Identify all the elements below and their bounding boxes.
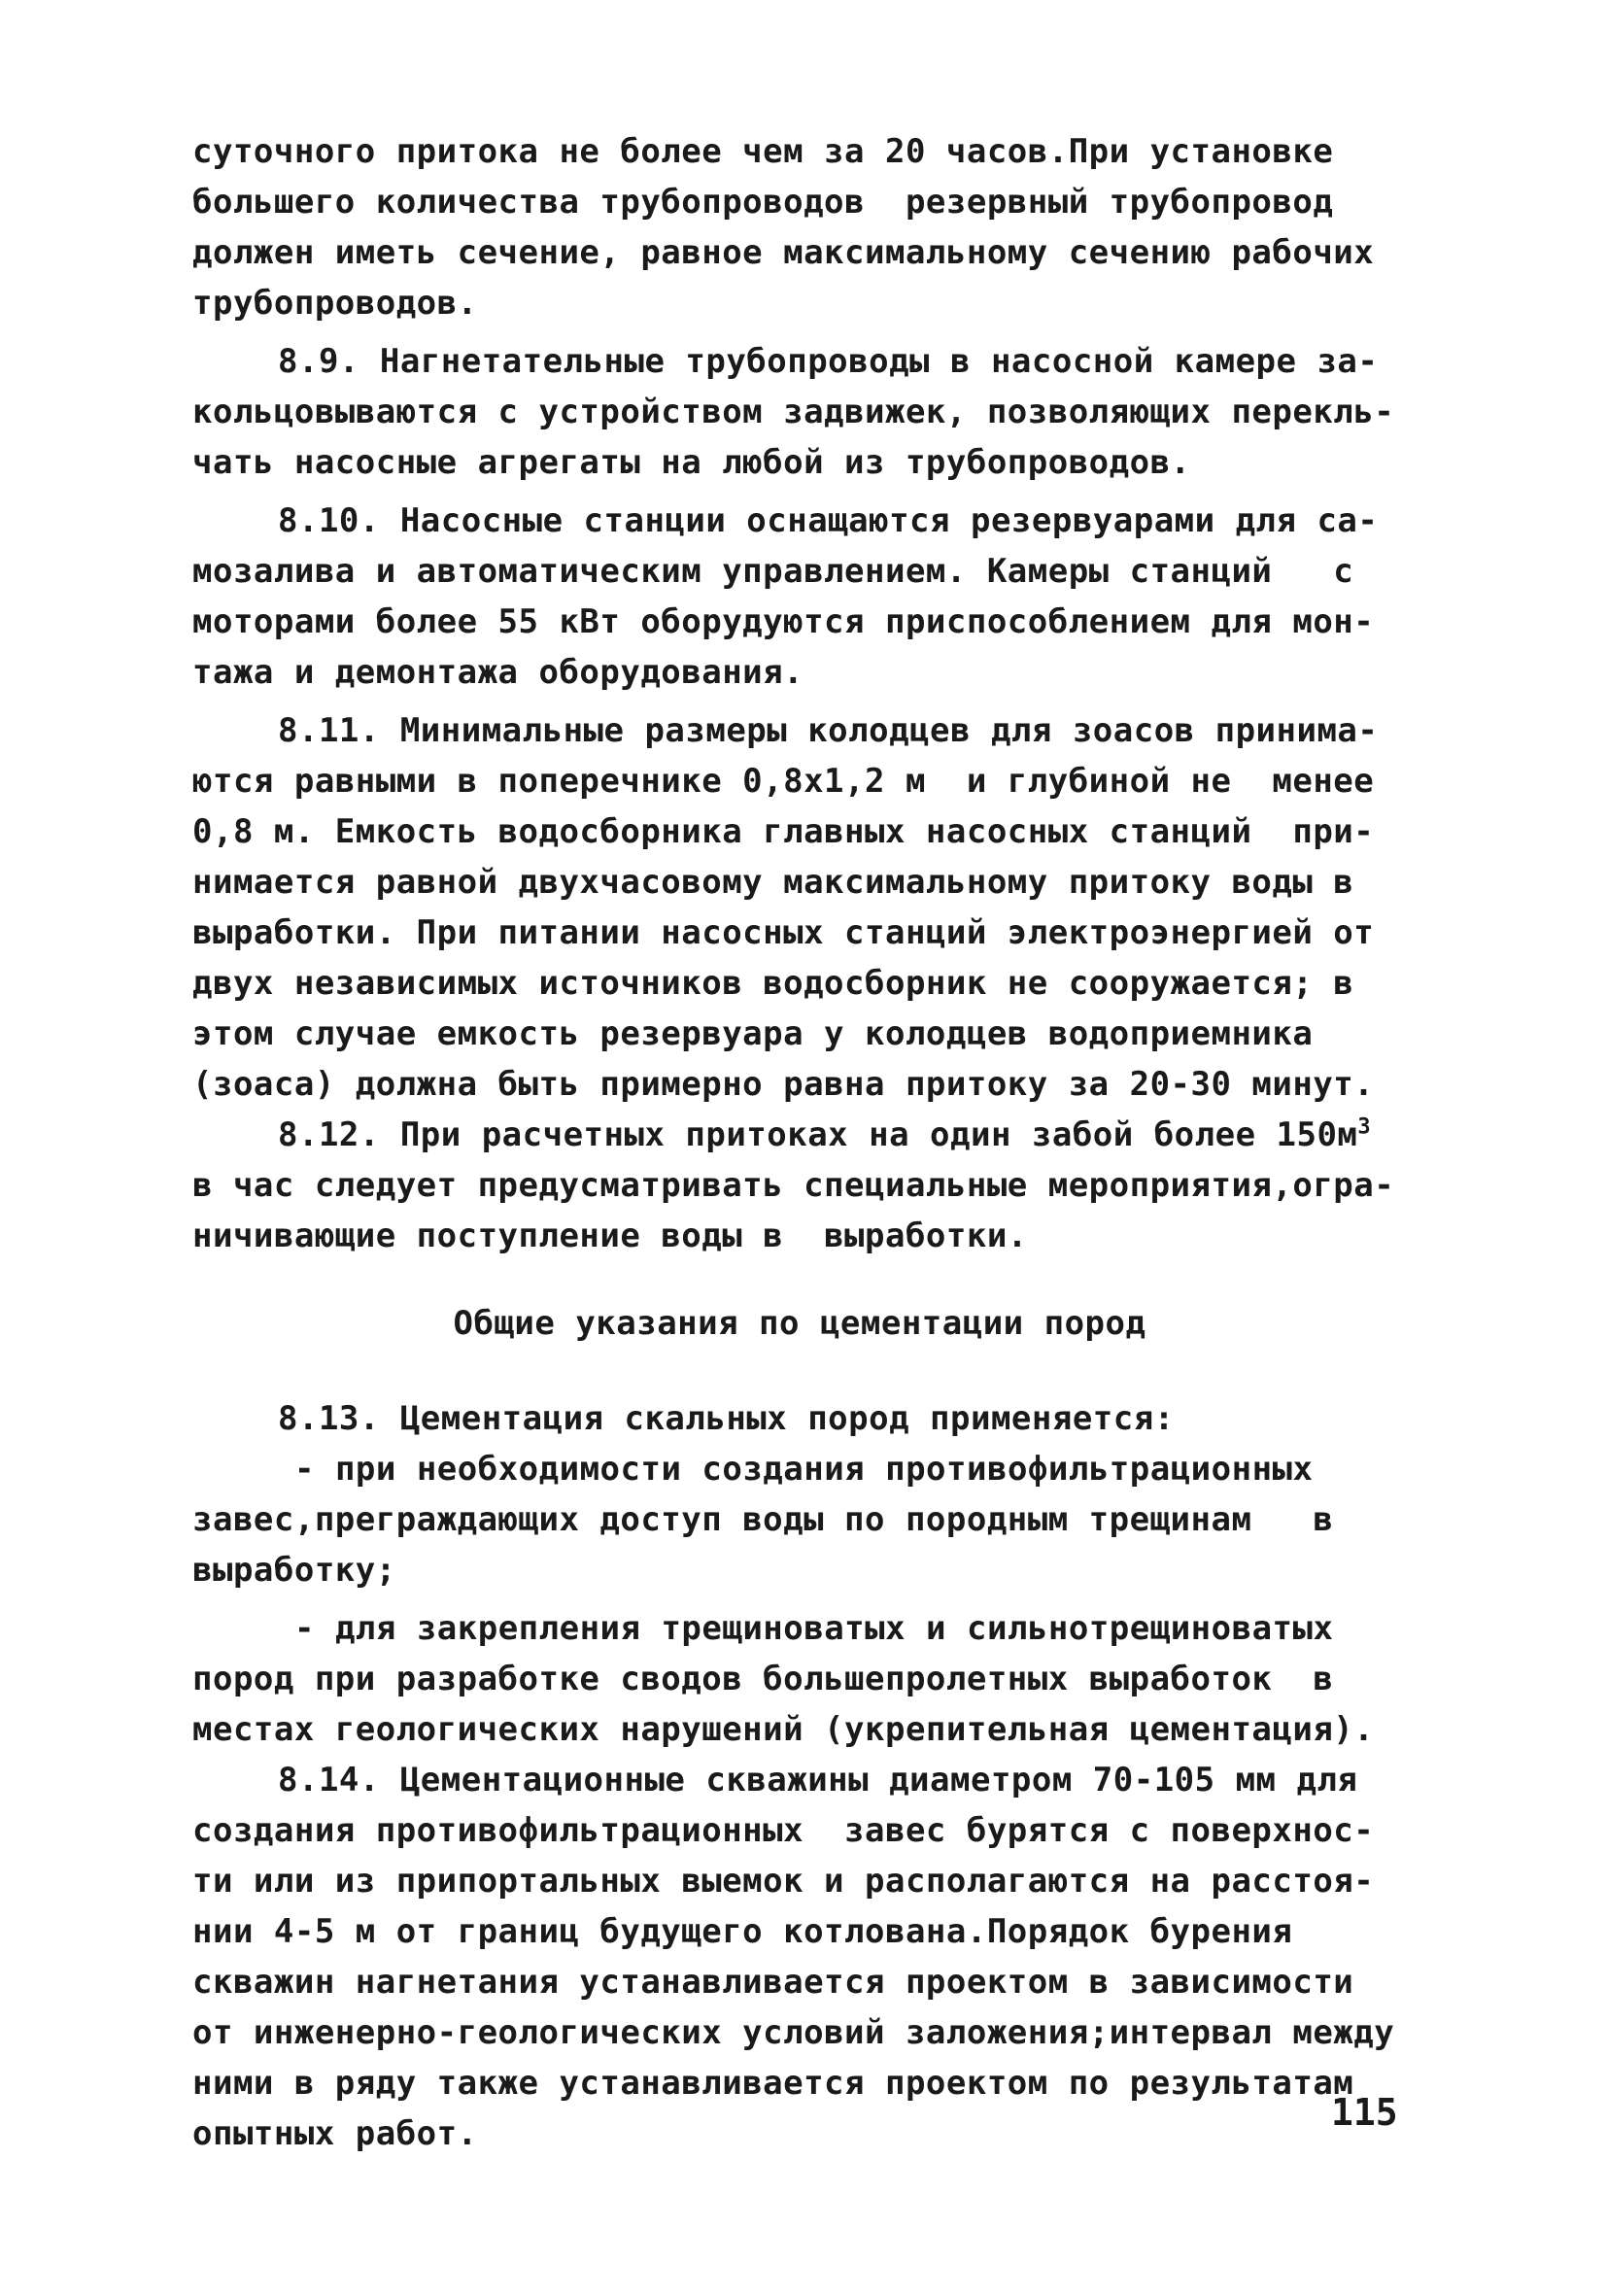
text-line: создания противофильтрационных завес бурятся с поверхнос- [192, 1811, 1375, 1850]
text-line [192, 1110, 1407, 1160]
text-line: 8.10. Насосные станции оснащаются резервуарами для са- [278, 501, 1379, 540]
section-heading: Общие указания по цементации пород [453, 1304, 1146, 1343]
text-line: ними в ряду также устанавливается проектом по результатам [192, 2064, 1354, 2103]
list-item-line: завес,преграждающих доступ воды по породным трещинам в [192, 1500, 1334, 1539]
paragraph-8-13 [192, 1393, 1407, 1755]
text-line: 0,8 м. Емкость водосборника главных насосных станций при- [192, 812, 1375, 851]
text-line: ти или из припортальных выемок и располагаются на расстоя- [192, 1862, 1375, 1901]
text-line: нии 4-5 м от границ будущего котлована.Порядок бурения [192, 1912, 1293, 1951]
document-page [192, 126, 1407, 2159]
paragraph-8-9 [192, 336, 1407, 488]
text-line: тажа и демонтажа оборудования. [192, 653, 804, 692]
text-fragment: 8.12. При расчетных притоках на один забой более 150м [278, 1115, 1358, 1154]
text-line: двух независимых источников водосборник не сооружается; в [192, 964, 1354, 1003]
text-line: 8.14. Цементационные скважины диаметром 70-105 мм для [278, 1761, 1358, 1799]
list-item-line: - при необходимости создания противофильтрационных [294, 1450, 1314, 1489]
list-item-line: пород при разработке сводов большепролетных выработок в [192, 1660, 1334, 1698]
text-line: (зоаса) должна быть примерно равна притоку за 20-30 минут. [192, 1065, 1375, 1104]
paragraph-8-12 [192, 1110, 1407, 1261]
paragraph-continuation [192, 126, 1407, 328]
list-item-line: - для закрепления трещиноватых и сильнотрещиноватых [294, 1609, 1334, 1648]
list-item-line: местах геологических нарушений (укрепительная цементация). [192, 1710, 1375, 1749]
text-line: большего количества трубопроводов резервный трубопровод [192, 183, 1334, 222]
text-line: ются равными в поперечнике 0,8x1,2 м и глубиной не менее [192, 762, 1375, 801]
paragraph-8-11 [192, 705, 1407, 1110]
superscript: 3 [1357, 1114, 1372, 1140]
text-line: опытных работ. [192, 2114, 478, 2153]
text-line: нимается равной двухчасовому максимальному притоку воды в [192, 863, 1354, 902]
text-line: 8.11. Минимальные размеры колодцев для зоасов принима- [278, 711, 1379, 750]
paragraph-8-10 [192, 496, 1407, 698]
text-line: выработки. При питании насосных станций электроэнергией от [192, 913, 1375, 952]
text-line: должен иметь сечение, равное максимальному сечению рабочих [192, 233, 1375, 272]
text-line: скважин нагнетания устанавливается проектом в зависимости [192, 1963, 1354, 2002]
text-line: трубопроводов. [192, 284, 478, 323]
text-line: от инженерно-геологических условий заложения;интервал между [192, 2013, 1395, 2052]
text-line: суточного притока не более чем за 20 часов.При установке [192, 132, 1334, 171]
paragraph-8-14 [192, 1755, 1407, 2159]
text-line: чать насосные агрегаты на любой из трубопроводов. [192, 443, 1191, 482]
text-line: в час следует предусматривать специальные мероприятия,огра- [192, 1166, 1395, 1205]
text-line: моторами более 55 кВт оборудуются приспособлением для мон- [192, 602, 1375, 641]
list-item-line: выработку; [192, 1551, 396, 1590]
text-line: 8.9. Нагнетательные трубопроводы в насосной камере за- [278, 342, 1379, 381]
text-line: кольцовываются с устройством задвижек, позволяющих перекль- [192, 393, 1395, 431]
text-line: этом случае емкость резервуара у колодцев водоприемника [192, 1014, 1314, 1053]
text-line: 8.13. Цементация скальных пород применяется: [278, 1399, 1175, 1438]
text-line: мозалива и автоматическим управлением. Камеры станций с [192, 552, 1354, 591]
page-number: 115 [1331, 2091, 1398, 2134]
text-line: ничивающие поступление воды в выработки. [192, 1217, 1028, 1255]
